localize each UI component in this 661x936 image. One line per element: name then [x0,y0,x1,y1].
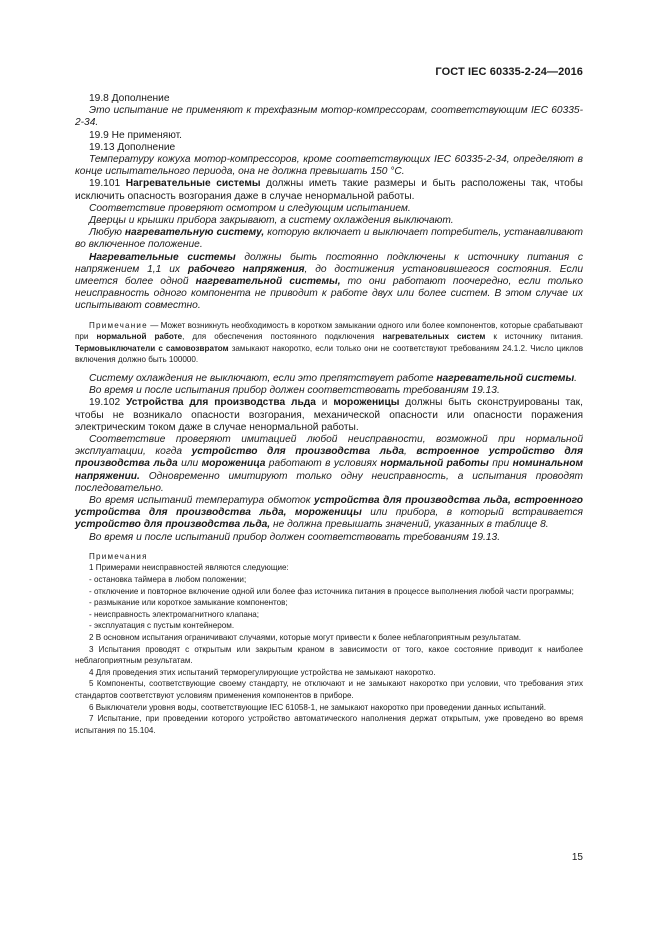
clause-19-8-heading: 19.8 Дополнение [89,93,170,104]
text-run: Во время испытаний температура обмоток [89,495,315,507]
term-ice-maker: устройство для производства льда [191,446,405,458]
note-bullet: - отключение и повторное включение одной или более фаз источника питания в процессе выполнения любой части программы; [89,586,574,596]
winding-temperature-text [75,495,583,532]
term-heating-systems: нагревательных систем [382,332,486,342]
term-ice-maker: устройство для производства льда, [75,519,271,531]
note-label: Примечание [89,320,148,330]
term-ice-cream-makers: мороженицы [333,397,400,409]
text-run: . [574,373,577,385]
note-5: 5 Компоненты, соответствующие своему стандарту, не отключают и не замыкают накоротко при условии, что требования этих стандартов соответствуют условиям применения компонентов в приборе. [75,679,583,700]
text-run: или [177,458,202,470]
document-code-header: ГОСТ IEC 60335-2-24—2016 [435,66,583,78]
text-run: должны быть постоянно подключены к источнику питания с напряжением 1,1 их [75,251,583,275]
clause-19-101-text [75,178,583,202]
note-bullet: - остановка таймера в любом положении; [89,575,247,585]
clause-number: 19.101 [89,178,126,190]
note-bullet: - эксплуатация с пустым контейнером. [89,621,235,631]
clause-19-8-text: Это испытание не применяют к трехфазным мотор-компрессорам, соответствующим IEC 60335-2-34. [75,105,583,129]
term-self-resetting-cutouts: Термовыключатели с самовозвратом [75,343,229,353]
term-ice-makers: Устройства для производства льда [126,397,316,409]
compliance-19-13-text-2: Во время и после испытаний прибор должен соответствовать требованиям 19.13. [89,531,501,543]
note-4: 4 Для проведения этих испытаний терморегулирующие устройства не замыкают накоротко. [89,667,436,677]
clause-19-13-heading: 19.13 Дополнение [89,141,176,153]
clause-19-9-text: 19.9 Не применяют. [89,129,182,141]
text-run: , до достижения установившегося состояния. Если имеется более одной [75,263,584,288]
note-7: 7 Испытание, при проведении которого устройство автоматического наполнения держат открытым, уже проведено во время испытания по 15.104. [75,714,583,735]
term-heating-system: нагревательной системы [436,373,575,385]
note-short-circuit [75,320,583,366]
page-body [75,93,583,736]
term-rated-voltage: номинальном напряжении. [75,458,583,482]
clause-19-102-text [75,397,583,434]
text-run: которую включает и выключает потребитель, устанавливают во включенное положение. [75,227,583,251]
note-2: 2 В основном испытания ограничивают случаями, которые могут привести к более неблагоприятным результатам. [89,633,522,643]
term-ice-cream-maker: мороженица [201,458,266,470]
cooling-system-text [75,373,583,385]
term-heating-systems: Нагревательные системы [125,178,261,190]
text-run: , для обеспечения постоянного подключения [182,332,383,342]
text-run: Соответствие проверяют имитацией любой неисправности, возможной при нормальной эксплуатации, когда [75,434,583,458]
text-run: Одновременно имитируют только одну неисправность, а испытания проводят последовательно. [75,470,583,494]
compliance-19-13-text: Во время и после испытания прибор должен соответствовать требованиям 19.13. [89,385,500,397]
note-bullet: - размыкание или короткое замыкание компонентов; [89,598,288,608]
term-heating-systems: Нагревательные системы [89,251,236,263]
term-built-in-ice-maker: встроенное устройство для производства льда [75,446,583,470]
fault-simulation-text [75,434,583,495]
text-run: не должна превышать значений, указанных в таблице 8. [270,519,549,531]
heating-systems-supply-text [75,252,583,313]
text-run: должны быть сконструированы так, чтобы не возникало опасности возгорания, механической опасности или опасности поражения электрическим током даже в случае ненормальной работы. [75,397,583,433]
term-normal-operation: нормальной работы [380,458,489,470]
note-1: 1 Примерами неисправностей являются следующие: [89,563,289,573]
text-run: — Может возникнуть необходимость в коротком замыкании одного или более компонентов, которые срабатывают при [75,320,583,342]
notes-title [75,551,583,563]
note-3: 3 Испытания проводят с открытым или закрытым краном в зависимости от того, какое состояние приводит к наиболее неблагоприятным результатам. [75,644,583,666]
heating-system-on-text [75,227,583,251]
term-heating-system: нагревательную систему, [124,227,265,239]
text-run: или прибора, в который встраивается [361,507,583,519]
text-run: замыкают накоротко, если только они не соответствуют требованиям 24.1.2. Число циклов включения должно быть 100000. [75,343,583,365]
text-run: , [404,446,417,458]
doors-closed-text: Дверцы и крышки прибора закрывают, а систему охлаждения выключают. [89,215,454,227]
note-6: 6 Выключатели уровня воды, соответствующие IEC 61058-1, не замыкают накоротко при проведении данных испытаний. [89,702,546,712]
text-run: то они работают поочередно, если только неисправность одного компонента не приводит к работе двух или более систем. В этом случае их испытывают совместно. [75,276,584,312]
clause-19-13-text: Температуру кожуха мотор-компрессоров, кроме соответствующих IEC 60335-2-34, определяют в конце испытательного периода, она не должна превышать 150 °С. [75,154,583,178]
text-run: Любую [89,227,125,239]
text-run: при [488,458,513,470]
text-run: работают в условиях [265,458,381,470]
text-run: к источнику питания. [485,332,583,342]
text-run: должны иметь такие размеры и быть расположены так, чтобы исключить опасность возгорания даже в случае ненормальной работы. [75,178,584,202]
compliance-check-text: Соответствие проверяют осмотром и следующим испытанием. [89,202,411,214]
term-normal-operation: нормальной работе [96,332,183,342]
page-number: 15 [571,852,583,863]
term-rated-voltage: рабочего напряжения [187,263,305,275]
clause-number: 19.102 [89,397,127,409]
text-run: Систему охлаждения не выключают, если это препятствует работе [89,373,437,385]
note-bullet: - неисправность электромагнитного клапана; [89,609,260,619]
term-ice-makers-list: устройства для производства льда, встроенного устройства для производства льда, мороженицы [75,495,583,519]
term-heating-system: нагревательной системы, [195,276,341,288]
notes-title-label: Примечания [89,551,148,561]
text-run: и [315,397,334,409]
